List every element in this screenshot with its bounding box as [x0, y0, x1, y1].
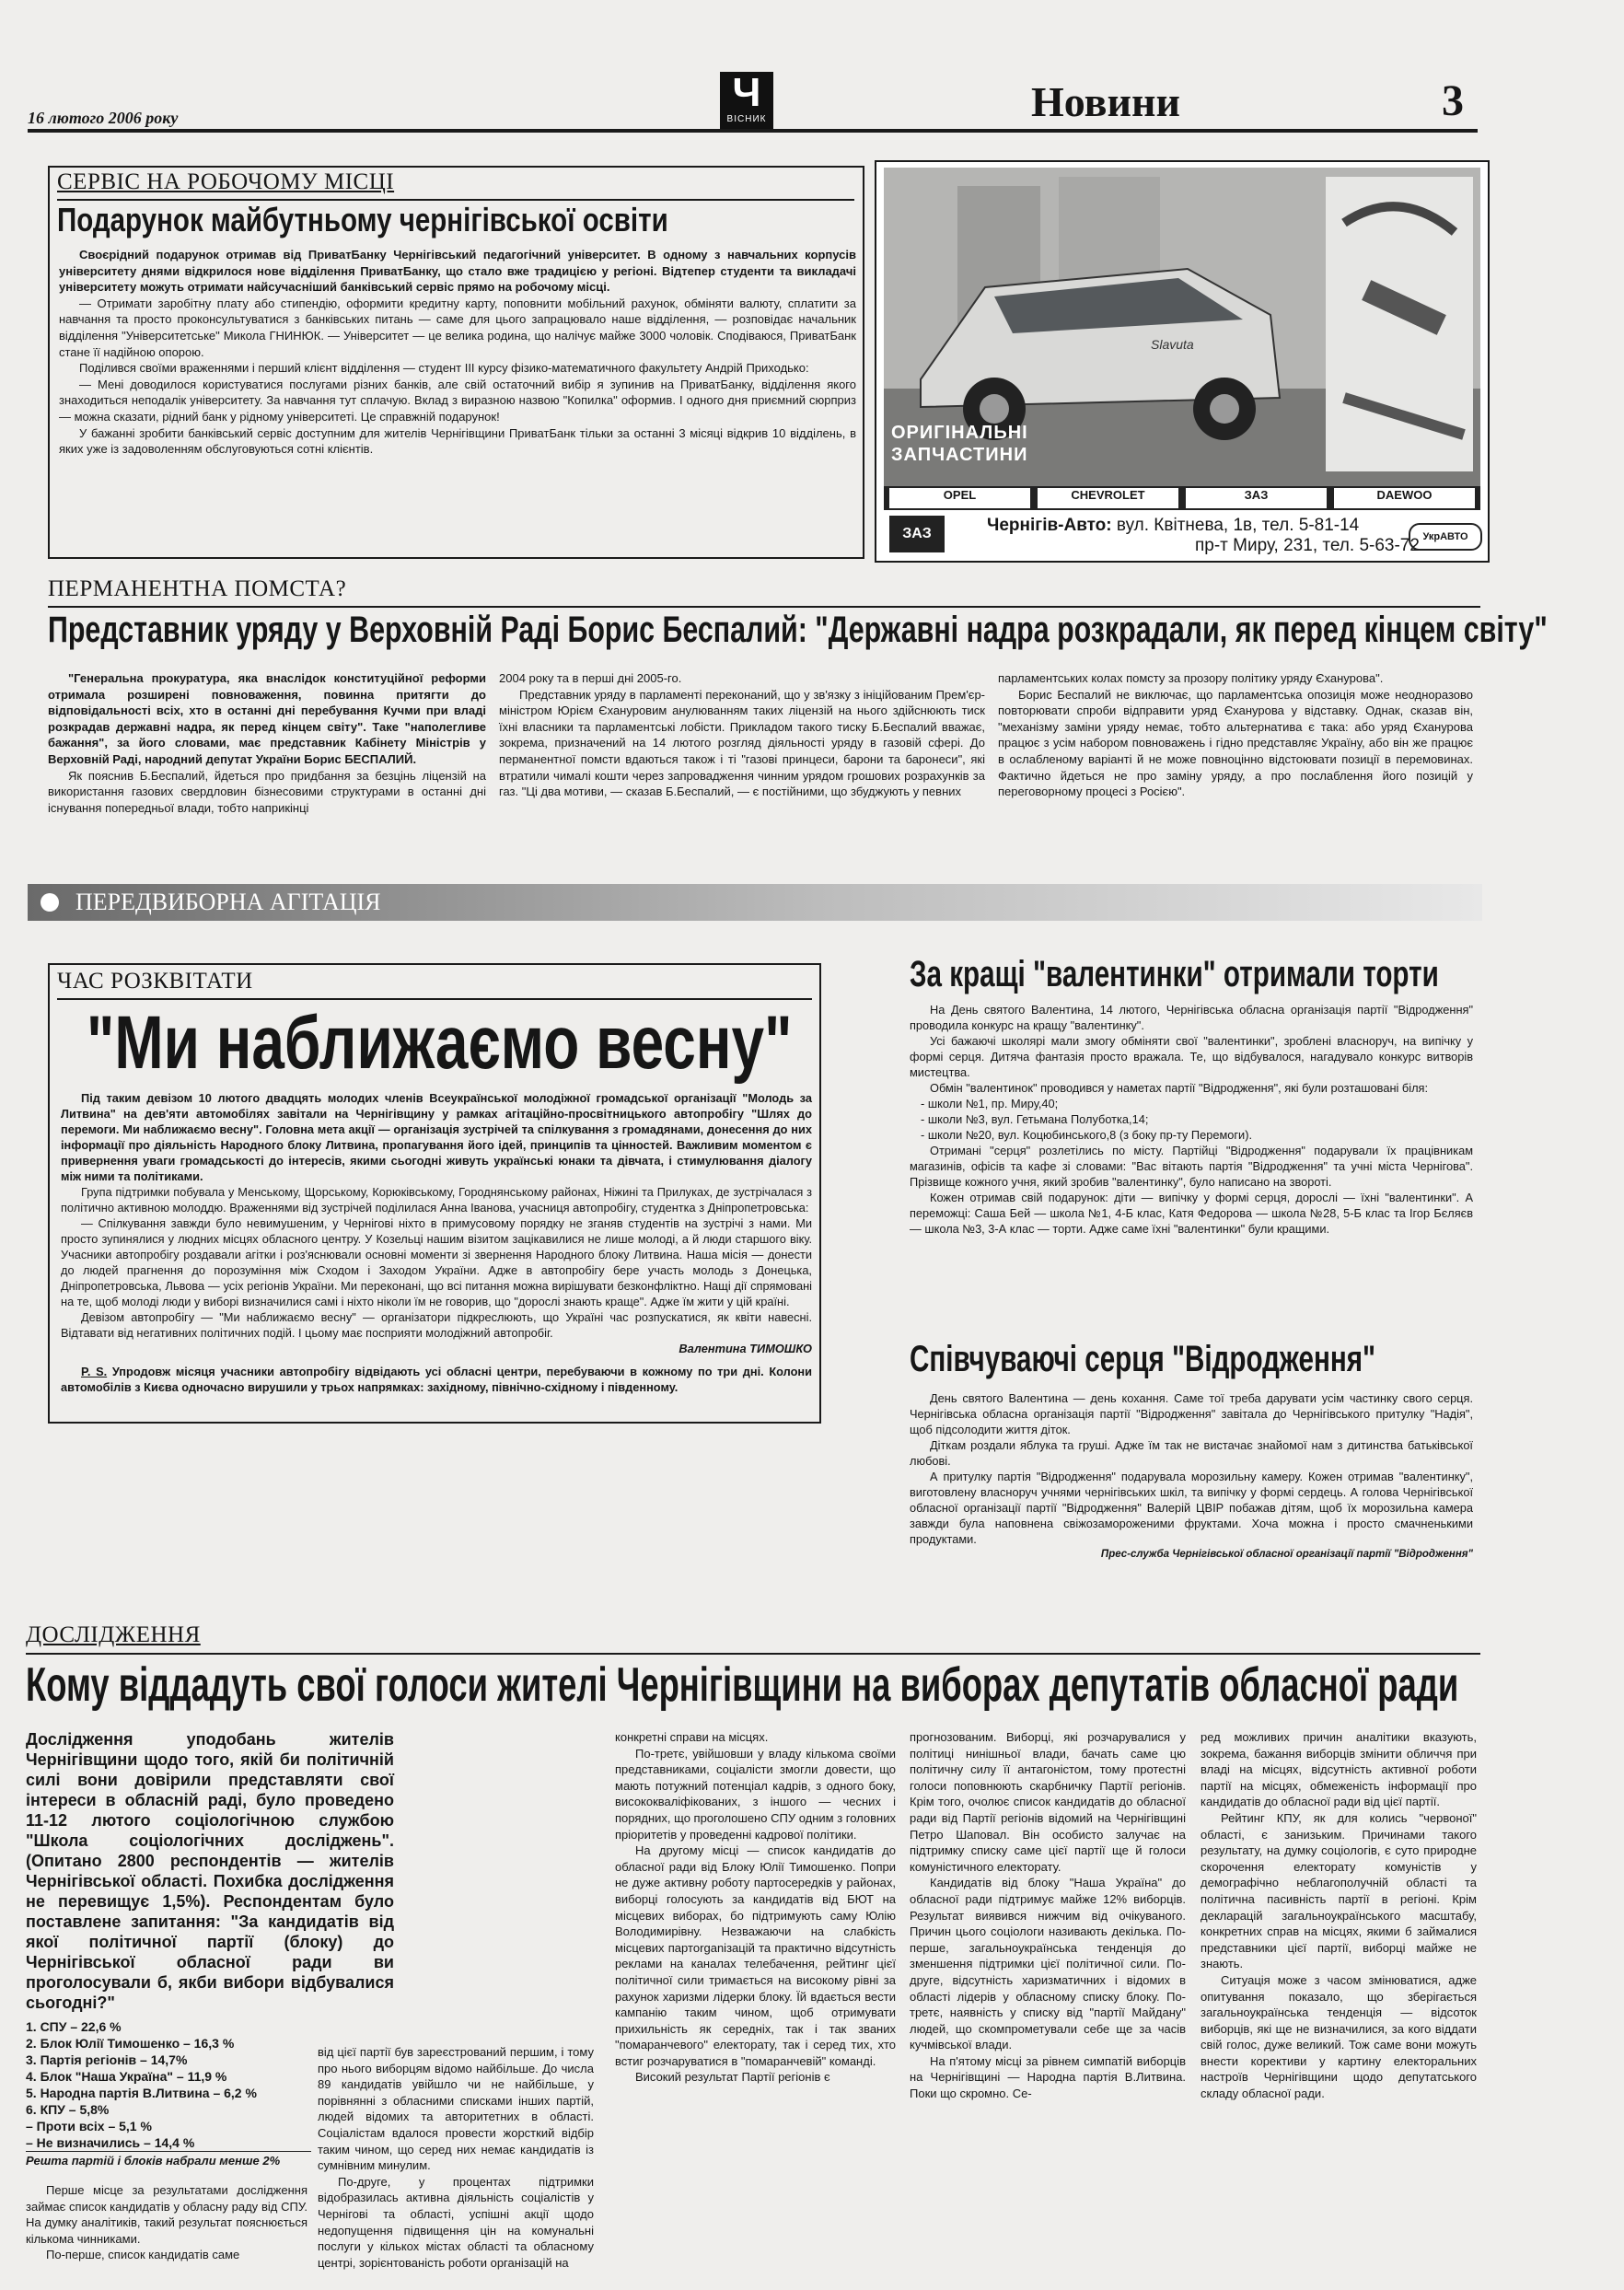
valentines-body [910, 1002, 1473, 1237]
revenge-headline: Представник уряду у Верховній Раді Борис Беспалий: "Державні надра розкрадали, як перед кінцем світу" [48, 610, 1548, 650]
section-title: Новини [1031, 78, 1180, 125]
revenge-paragraph: 2004 року та в перші дні 2005-го. [499, 671, 682, 685]
zaz-logo: ЗАЗ [889, 516, 945, 552]
valentines-paragraph: Отримані "серця" розлетілись по місту. Партійці "Відродження" подарували їх працівникам магазинів, офісів та кафе зі словами: "Вас вітають партія "Відродження" та учні міста Чернігова". Прізвище кожного учня, який зробив "валентинку", було написано на звороті. [910, 1144, 1473, 1189]
logo-subtitle: ВІСНИК [726, 114, 767, 124]
ukravto-logo: УкрАВТО [1409, 523, 1482, 551]
ps-label: P. S. [81, 1365, 108, 1378]
revenge-kicker-rule [48, 606, 1480, 608]
hearts-paragraph: Діткам роздали яблука та груші. Адже їм так не вистачає знайомої нам з дитинства батьківської любові. [910, 1438, 1473, 1468]
list-item: - школи №20, вул. Коцюбинського,8 (з боку пр-ту Перемоги). [934, 1127, 1473, 1143]
dealer-name: Чернігів-Авто: [987, 516, 1112, 535]
research-headline: Кому віддадуть свої голоси жителі Чернігівщини на виборах депутатів обласної ради [26, 1658, 1459, 1712]
car-badge: Slavuta [1151, 337, 1194, 352]
research-paragraph: Перше місце за результатами дослідження займає список кандидатів у обласну раду від СПУ. На думку аналітиків, такий результат пояснюється кількома чинниками. [26, 2183, 307, 2246]
campaign-label: ПЕРЕДВИБОРНА АГІТАЦІЯ [75, 889, 381, 915]
valentines-headline: За кращі "валентинки" отримали торти [910, 954, 1439, 994]
masthead [28, 64, 1478, 129]
service-headline: Подарунок майбутньому чернігівської освіти [57, 201, 668, 238]
research-kicker: ДОСЛІДЖЕННЯ [26, 1622, 201, 1647]
research-paragraph: По-друге, у процентах підтримки відобразилась активна діяльність соціалістів у Чернігові та області, успішні акції щодо недопущення підвищення цін на комунальні послуги у кількох містах області та обласному центрі, зорієнтованість роботи організацій на [318, 2174, 594, 2270]
dealer-address-1: вул. Квітнева, 1в, тел. 5-81-14 [1116, 516, 1360, 535]
hearts-paragraph: А притулку партія "Відродження" подарувала морозильну камеру. Кожен отримав "валентинку", виготовлену власноруч учнями чернігівських шкіл, та випічку у формі сердець. А голова Чернігівської обласної організації партії "Відродження" Валерій ЦВІР побажав дітям, щоб їх морозильна камера завжди була наповнена свіжозамороженими фруктами. Хоча можна і просто смачненькими продуктами. [910, 1470, 1473, 1546]
poll-result-item: 1. СПУ – 22,6 % [26, 2019, 122, 2034]
spring-author: Валентина ТИМОШКО [679, 1342, 812, 1355]
spring-paragraph: Девізом автопробігу — "Ми наближаємо весну" — організатори підкреслюють, що Україні час розпускатися, як квіти навесні. Відтавати від негативних політичних подій. І цьому має посприяти молодіжний автопробіг. [61, 1310, 812, 1340]
brand-strip [884, 486, 1480, 510]
poll-result-item: 2. Блок Юлії Тимошенко – 16,3 % [26, 2036, 235, 2051]
research-paragraph: ред можливих причин аналітики вказують, зокрема, бажання виборців змінити обличчя при владі на місцях, відсутність активної роботи партії на місцях, обмеженість інформації про кандидатів до обласної ради від цієї партії. [1201, 1730, 1477, 1809]
brand-daewoo: DAEWOO [1334, 488, 1475, 508]
research-paragraph: Кандидатів від блоку "Наша Україна" до обласної ради підтримує майже 12% виборців. Результат виявився нижчим від очікуваного. Причин цього соціологи називають декілька. По-перше, загальноукраїнська тенденція до зменшення підтримки цієї політичної сили. По-друге, відсутність харизматичних і відомих в області лідерів у обласному списку блоку. По-третє, наявність у списку від "партії Майдану" людей, що скомпрометували себе ще за часів кучмівської влади. [910, 1876, 1186, 2052]
research-col-3 [615, 1729, 896, 2086]
research-lead: Дослідження уподобань жителів Чернігівщини щодо того, якій би політичній силі вони довірили представляти свої інтереси в обласній раді, було проведено 11-12 лютого соціологічною службою "Школа соціологічних досліджень". (Опитано 2800 респондентів — жителів Чернігівської області. Похибка дослідження не перевищує 1,5%). Респондентам було поставлене запитання: "За кандидатів від якої політичної партії (блоку) до Чернігівської обласної ради ви проголосували б, якби вибори відбувалися сьогодні?" [26, 1730, 394, 2012]
research-paragraph: По-перше, список кандидатів саме [46, 2248, 240, 2262]
research-paragraph: Ситуація може з часом змінюватися, адже опитування показало, що зберігається загальноукраїнська тенденція — відсоток виборців, які ще не визначилися, за кого віддати свій голос, дуже великий. Тож саме вони можуть внести корективи у картину електоральних настроїв Чернігівщини щодо депутатського складу обласної ради. [1201, 1972, 1477, 2101]
service-article [48, 166, 864, 559]
spring-kicker: ЧАС РОЗКВІТАТИ [57, 969, 253, 994]
bullet-icon [41, 893, 59, 912]
poll-result-item: 3. Партія регіонів – 14,7% [26, 2052, 188, 2067]
poll-result-item: – Не визначились – 14,4 % [26, 2135, 195, 2150]
research-paragraph: прогнозованим. Виборці, які розчарувалися у політиці нинішньої влади, бачать саме цю політичну силу її антагоністом, тому протестні голоси поповнюють скарбничку Партії регіонів. Крім того, очолює список кандидатів до обласної ради від Партії регіонів відомий на Чернігівщині Петро Шаповал. Він особисто залучає на підтримку списку саме цієї партії ще й голоси комуністичного електорату. [910, 1730, 1186, 1874]
spring-paragraph: Група підтримки побувала у Менському, Щорському, Корюківському, Городнянському районах, Ніжині та Прилуках, де зустрічалася з політично активною молоддю. Враженнями від зустрічей поділилася Анна Іванова, учасниця автопробігу, студентка з Дніпропетровська: [61, 1185, 812, 1215]
issue-date: 16 лютого 2006 року [28, 109, 179, 127]
revenge-kicker: ПЕРМАНЕНТНА ПОМСТА? [48, 576, 347, 601]
service-body [59, 247, 856, 458]
revenge-col-3 [998, 670, 1473, 800]
research-col-2 [318, 2044, 594, 2271]
revenge-paragraph: Як пояснив Б.Беспалий, йдеться про придбання за безцінь ліцензій на використання газових свердловин бізнесовими структурами в останні дні існування попередньої влади, тобто наприкінці [48, 768, 486, 815]
research-paragraph: Рейтинг КПУ, як для колись "червоної" області, є занизьким. Причинами такого результату, на думку соціологів, є суто природне скорочення електорату комуністів у демографічно неблагополучній області та політична пасивність партії в регіоні. Крім декларацій загальноукраїнського масштабу, конкретних справ на місцях, якими б займалися представники цієї партії, виборці майже не знають. [1201, 1810, 1477, 1971]
poll-result-item: 5. Народна партія В.Литвина – 6,2 % [26, 2086, 257, 2100]
spring-lead: Під таким девізом 10 лютого двадцять молодих членів Всеукраїнської молодіжної громадської організації "Молодь за Литвина" на дев'яти автомобілях завітали на Чернігівщину у рамках агітаційно-просвітницького автопробігу "Шлях до перемоги. Ми наближаємо весну". Головна мета акції — організація зустрічей та спілкування з громадянами, донесення до них інформації про діяльність Народного блоку Литвина, пропагування його ідей, принципів та цінностей. Важливим моментом є привернення уваги громадськості до інтересів, якими сьогодні живуть українські юнаки та дівчата, і стимулювання діалогу між ними та політиками. [61, 1091, 812, 1183]
hearts-body [910, 1390, 1473, 1563]
revenge-paragraph: Борис Беспалий не виключає, що парламентська опозиція може неодноразово повторювати спроби відправити уряд Єханурова у відставку. Однак, сказав він, "механізму заміни уряду немає, тобто альтернатива є така: або уряд Єханурова працює з усім набором повноважень і гідно представляє Україну, або він же працює в ослабленому варіанті й не може повноцінно відстоювати позиції в перемовинах. Фактично йдеться не про заміну уряду, а про послаблення його позицій у переговорному процесі з Росією". [998, 687, 1473, 799]
ad-slogan [891, 422, 1028, 466]
revenge-paragraph: Представник уряду в парламенті переконаний, що у зв'язку з ініційованим Прем'єр-міністром Юрієм Єхануровим анулюванням таких ліцензій на нього здійснюють тиск їхні власники та парламентські лобісти. Прикладом такого тиску Б.Беспалий вважає, зокрема, призначений на 14 лютого розгляд діяльності уряду в газовій сфері. До перманентної помсти вдаються також і ті "газові принцеси, барони та баронеси", які втратили чималі кошти через запровадження чинним урядом грошових розрахунків за газ. "Ці два мотиви, — сказав Б.Беспалий, — є постійними, що збуджують у певних [499, 687, 985, 799]
valentines-paragraph: На День святого Валентина, 14 лютого, Чернігівська обласна організація партії "Відродження" проводила конкурс на кращу "валентинку". [910, 1003, 1473, 1032]
research-paragraph: від цієї партії був зареєстрований першим, і тому про нього виборцям відомо найбільше. До числа 89 кандидатів увійшло чи не найбільше, у порівнянні з обласними списками інших партій, людей відомих та авторитетних в області. Соціалістам вдалося провести жорсткий відбір таким чином, що серед них немає кандидатів із сумнівним минулим. [318, 2045, 594, 2173]
research-paragraph: Високий результат Партії регіонів є [635, 2070, 830, 2085]
service-lead: Своєрідний подарунок отримав від ПриватБанку Чернігівський педагогічний університет. В одному з навчальних корпусів університету днями відкрилося нове відділення ПриватБанку, що стало вже традицією у регіоні. Відтепер студенти та викладачі університету можуть отримати найсучасніший банківський сервіс прямо на робочому місці. [59, 248, 856, 295]
research-paragraph: На другому місці — список кандидатів до обласної ради від Блоку Юлії Тимошенко. Попри не дуже активну роботу партосередків у районах, виборці голосують за кандидатів від БЮТ на місцевих виборах, бо підтримують саму Юлію Володимирівну. Незважаючи на слабкість місцевих партorganізацій та практично відсутність реклами на каналах телебачення, рейтинг цієї політичної сили тримається на високому рівні за рахунок харизми лідерки блоку. Їй вдається вести кампанію таким чином, щоб отримувати прихильність як середніх, так і так званих "помаранчевого" електорату, так і серед тих, хто встиг розчаруватися в "помаранчевій" команді. [615, 1843, 896, 2068]
spring-paragraph: — Спілкування завжди було невимушеним, у Чернігові ніхто в примусовому порядку не зганяв студентів на зустрічі з нами. Ми просто зупинялися у людних місцях обласного центру. У Козельці нашим візитом зацікавилися не лише молоді, а й люди старшого віку. Учасники автопробігу роздавали агітки і роз'яснювали основні моменти зі звернення Народного блоку Литвина. Наша місія — донести до людей прагнення до порозуміння між Сходом і Заходом України. Адже в автопробігу бере участь молодь з Донецька, Дніпропетровська, Львова — усіх регіонів України. Ми переконані, що всі питання можна вирішувати безконфліктно. Нащі дії спрямовані на те, щоб молоді люди у виборі визначилися самі і ніхто ніколи їм не говорив, що "дорослі знають краще". Адже їм жити у цій країні. [61, 1216, 812, 1308]
valentines-paragraph: Кожен отримав свій подарунок: діти — випічку у формі серця, дорослі — їхні "валентинки". А переможці: Саша Бей — школа №1, 4-Б клас, Катя Федорова — школа №28, 5-Б клас та Ігор Бєляєв — школа №3, 3-А клас — торти. Адже саме їхні "валентинки" були кращими. [910, 1191, 1473, 1236]
slogan-line-2: ЗАПЧАСТИНИ [891, 445, 1028, 465]
list-item: - школи №1, пр. Миру,40; [934, 1096, 1473, 1111]
revenge-lead: "Генеральна прокуратура, яка внаслідок конституційної реформи отримала розширені повноваження, повинна притягти до відповідальності всіх, хто в останні дні перебування Кучми при владі розкрадав державні надра, як перед кінцем світу". Таке "наполегливе бажання", за його словами, має представник Кабінету Міністрів у Верховній Раді, народний депутат України Борис БЕСПАЛИЙ. [48, 671, 486, 766]
poll-results [26, 2018, 302, 2151]
research-col-4 [910, 1729, 1186, 2102]
spring-headline: "Ми наближаємо весну" [87, 1001, 793, 1085]
service-paragraph: У бажанні зробити банківський сервіс доступним для жителів Чернігівщини ПриватБанк тільки за останні 3 місяці відкрив 10 відділень, в яких уже із задоволенням обслуговуються сотні клієнтів. [59, 425, 856, 457]
valentines-paragraph: Усі бажаючі школярі мали змогу обміняти свої "валентинки", зроблені власноруч, на випічку у формі серця. Дитяча фантазія просто вражала. Те, що відбувалося, нагадувало конкурс витворів мистецтва. [910, 1034, 1473, 1079]
ad-photo [884, 168, 1480, 486]
hearts-headline: Співчуваючі серця "Відродження" [910, 1339, 1376, 1379]
hearts-credit: Прес-служба Чернігівської обласної організації партії "Відродження" [1100, 1549, 1473, 1560]
research-col-5 [1201, 1729, 1477, 2102]
brand-chevrolet: CHEVROLET [1038, 488, 1178, 508]
poll-result-item: 4. Блок "Наша Україна" – 11,9 % [26, 2069, 227, 2084]
research-col-1-tail [26, 2182, 307, 2263]
logo-letter: Ч [732, 70, 761, 115]
brand-opel: OPEL [889, 488, 1030, 508]
revenge-paragraph: парламентських колах помсту за прозору політику уряду Єханурова". [998, 671, 1384, 685]
research-paragraph: На п'ятому місці за рівнем симпатій виборців на Чернігівщині — Народна партія В.Литвина. Поки що скромно. Се- [910, 2053, 1186, 2101]
dealer-info [987, 516, 1420, 556]
tent-location-list [910, 1096, 1473, 1143]
masthead-rule [28, 129, 1478, 133]
list-item: - школи №3, вул. Гетьмана Полуботка,14; [934, 1111, 1473, 1127]
poll-results-footer: Решта партій і блоків набрали менше 2% [26, 2151, 311, 2168]
valentines-paragraph: Обмін "валентинок" проводився у наметах партії "Відродження", які були розташовані біля: [930, 1081, 1429, 1095]
car-advertisement [875, 160, 1490, 563]
service-paragraph: — Мені доводилося користуватися послугами різних банків, але свій остаточний вибір я зупинив на ПриватБанку, відділення якого знаходиться неподалік університету. За навчання тут сплачую. Вклад з виразною назвою "Копилка" оформив. І одного дня приємний сюрприз — можна сказати, рідний банк у рідному університеті. Це справжній подарунок! [59, 377, 856, 424]
newspaper-logo [720, 72, 773, 129]
service-kicker: СЕРВІС НА РОБОЧОМУ МІСЦІ [57, 169, 395, 194]
research-paragraph: конкретні справи на місцях. [615, 1730, 769, 1744]
spring-body [61, 1090, 812, 1395]
page-number: 3 [1442, 76, 1464, 125]
revenge-col-1 [48, 670, 486, 816]
slogan-line-1: ОРИГІНАЛЬНІ [891, 423, 1028, 443]
hearts-paragraph: День святого Валентина — день кохання. Саме тої треба дарувати усім частинку свого серця. Чернігівська обласна організація партії "Відродження" завітала до Чернігівського притулку "Надія", щоб підсолодити життя діток. [910, 1391, 1473, 1436]
ps-text: Упродовж місяця учасники автопробігу відвідають усі обласні центри, перебуваючи в кожному по три дні. Колони автомобілів з Києва одночасно вирушили у трьох напрямках: західному, північно-східному і південному. [61, 1365, 813, 1394]
campaign-section-bar [28, 884, 1482, 921]
brand-zaz: ЗАЗ [1186, 488, 1327, 508]
service-paragraph: Поділився своїми враженнями і перший клієнт відділення — студент ІІІ курсу фізико-математичного факультету Андрій Приходько: [79, 361, 809, 376]
poll-result-item: 6. КПУ – 5,8% [26, 2102, 110, 2117]
research-paragraph: По-третє, увійшовши у владу кількома своїми представниками, соціалісти змогли довести, що мають потужний потенціал кадрів, з одного боку, висококваліфікованих, з іншого — чесних і порядних, що проголошено СПУ одним з головних пріоритетів у проведенні кадрової політики. [615, 1746, 896, 1842]
poll-result-item: – Проти всіх – 5,1 % [26, 2119, 152, 2133]
spring-article [48, 963, 821, 1424]
service-paragraph: — Отримати заробітну плату або стипендію, оформити кредитну карту, поповнити мобільний рахунок, обміняти валюту, сплатити за навчання та просто проконсультуватися з банківських питань — саме для цього запрацювало наше відділення, — розповідає начальник відділення "Університетське" Микола ГНИНЮК. — Університет — це велика родина, що налічує майже 3000 чоловік. Сподіваюся, ПриватБанк стане її надійною опорою. [59, 296, 856, 359]
dealer-address-2: пр-т Миру, 231, тел. 5-63-72 [1195, 536, 1420, 555]
spring-ps [61, 1364, 812, 1395]
revenge-col-2 [499, 670, 985, 800]
research-kicker-rule [26, 1653, 1480, 1655]
